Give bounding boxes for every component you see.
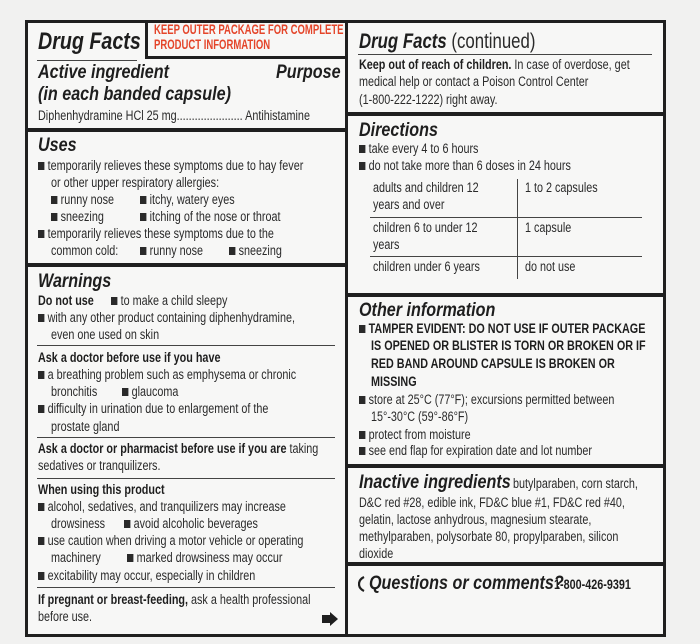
tamper-line: RED BAND AROUND CAPSULE IS BROKEN OR — [371, 356, 615, 371]
direction-text: do not take more than 6 doses in 24 hours — [368, 158, 571, 173]
warning-text: difficulty in urination due to enlargement of the — [47, 401, 269, 416]
warning-text: ask a health professional — [188, 592, 311, 607]
warning-line — [38, 499, 286, 515]
title-box-bottom-rule — [145, 56, 348, 59]
storage-line — [359, 392, 614, 408]
direction-line — [359, 141, 478, 157]
active-ingredient-row — [38, 108, 310, 124]
warnings-rule — [37, 345, 335, 346]
bullet-icon — [359, 162, 365, 170]
warning-line: even one used on skin — [51, 327, 160, 342]
do-not-use-label: Do not use — [38, 293, 94, 308]
warnings-rule — [37, 437, 335, 438]
keep-out-line — [359, 57, 630, 73]
direction-line — [359, 158, 571, 174]
warning-line — [111, 293, 227, 309]
warning-line: prostate gland — [51, 419, 120, 434]
uses-line: common cold: — [51, 243, 119, 258]
bullet-icon — [229, 247, 235, 255]
other-info-heading: Other information — [359, 300, 496, 321]
uses-symptom — [51, 209, 104, 225]
warnings-heading: Warnings — [38, 271, 112, 292]
warning-line — [124, 516, 258, 532]
section-divider — [25, 263, 348, 267]
tamper-text: TAMPER EVIDENT: DO NOT USE IF OUTER PACKAGE — [368, 321, 646, 336]
questions-heading: Questions or comments? — [369, 573, 564, 594]
warning-line: sedatives or tranquilizers. — [38, 458, 161, 473]
warning-line — [122, 384, 178, 400]
bullet-icon — [38, 572, 44, 580]
bullet-icon — [124, 520, 130, 528]
uses-symptom — [229, 243, 282, 259]
symptom-text: itchy, watery eyes — [149, 192, 235, 207]
bullet-icon — [38, 162, 44, 170]
notice-line-1: KEEP OUTER PACKAGE FOR COMPLETE — [154, 21, 344, 37]
inactive-line: dioxide — [359, 546, 394, 561]
uses-line — [38, 158, 303, 174]
warning-text: with any other product containing diphenhydramine, — [47, 310, 295, 325]
bullet-icon — [359, 325, 365, 333]
direction-text: take every 4 to 6 hours — [368, 141, 479, 156]
uses-symptom — [140, 209, 280, 225]
warnings-rule — [37, 587, 335, 588]
bullet-icon — [38, 230, 44, 238]
warning-line: before use. — [38, 609, 93, 624]
continued-suffix: (continued) — [446, 30, 536, 53]
keep-out-text: In case of overdose, get — [511, 57, 630, 72]
bullet-icon — [38, 537, 44, 545]
title-underline — [37, 60, 137, 61]
other-text: see end flap for expiration date and lot number — [368, 443, 592, 458]
inactive-line: D&C red #28, edible ink, FD&C blue #1, FD&C red #40, — [359, 495, 625, 510]
warning-text: avoid alcoholic beverages — [133, 516, 258, 531]
dosage-age: children 6 to under 12 — [373, 220, 478, 235]
warning-line — [38, 533, 303, 549]
bullet-icon — [359, 431, 365, 439]
uses-line: or other upper respiratory allergies: — [51, 175, 220, 190]
ask-pharmacist-label: Ask a doctor or pharmacist before use if you are — [38, 441, 287, 456]
purpose-heading: Purpose — [276, 62, 341, 83]
dosage-amount: do not use — [525, 259, 576, 274]
bullet-icon — [140, 196, 146, 204]
warning-text: excitability may occur, especially in children — [47, 568, 256, 583]
section-divider — [25, 128, 348, 132]
bullet-icon — [111, 297, 117, 305]
dosage-age: years and over — [373, 197, 445, 212]
warning-text: to make a child sleepy — [120, 293, 228, 308]
bullet-icon — [140, 247, 146, 255]
storage-line: 15°-30°C (59°-86°F) — [371, 409, 469, 424]
continued-title-bold: Drug Facts — [359, 30, 447, 53]
bullet-icon — [51, 213, 57, 221]
warning-line — [127, 550, 282, 566]
bullet-icon — [122, 388, 128, 396]
title-box-right-border — [145, 20, 148, 59]
symptom-text: runny nose — [149, 243, 204, 258]
section-divider — [345, 562, 666, 566]
directions-heading: Directions — [359, 120, 438, 141]
dosage-amount: 1 capsule — [525, 220, 572, 235]
poison-control-phone: (1-800-222-1222) right away. — [359, 92, 498, 107]
questions-phone[interactable]: 1-800-426-9391 — [554, 577, 631, 592]
continue-arrow-icon — [322, 612, 338, 626]
leader-dots: ...................... — [176, 108, 243, 123]
symptom-text: sneezing — [238, 243, 282, 258]
continued-title — [359, 31, 535, 53]
inactive-line: methylparaben, polysorbate 80, propylparaben, silicon — [359, 529, 619, 544]
bullet-icon — [38, 405, 44, 413]
section-divider — [345, 464, 666, 468]
inactive-line: gelatin, lactose anhydrous, magnesium stearate, — [359, 512, 592, 527]
bullet-icon — [127, 554, 133, 562]
keep-out-line: medical help or contact a Poison Control Center — [359, 74, 589, 89]
dosage-table-divider — [517, 179, 518, 279]
warning-text: glaucoma — [131, 384, 179, 399]
symptom-text: runny nose — [60, 192, 115, 207]
drug-facts-title: Drug Facts — [38, 28, 141, 55]
tamper-line: MISSING — [371, 374, 417, 389]
warning-text: taking — [286, 441, 319, 456]
phone-icon — [358, 576, 366, 592]
warning-line: bronchitis — [51, 384, 98, 399]
uses-heading: Uses — [38, 135, 77, 156]
other-line — [359, 443, 592, 459]
warning-line — [38, 401, 268, 417]
warnings-rule — [37, 478, 335, 479]
bullet-icon — [359, 447, 365, 455]
ingredient-name: Diphenhydramine HCl 25 mg — [38, 108, 177, 123]
inactive-line: butylparaben, corn starch, — [513, 476, 638, 491]
dosage-table-rule — [370, 256, 642, 257]
tamper-line — [359, 321, 645, 337]
uses-symptom — [51, 192, 114, 208]
ask-pharmacist-line — [38, 441, 318, 457]
warning-line: machinery — [51, 550, 101, 565]
bullet-icon — [38, 371, 44, 379]
keep-out-label: Keep out of reach of children. — [359, 57, 512, 72]
bullet-icon — [140, 213, 146, 221]
section-divider — [345, 112, 666, 116]
uses-text: temporarily relieves these symptoms due to hay fever — [47, 158, 304, 173]
pregnancy-label: If pregnant or breast-feeding, — [38, 592, 189, 607]
pregnancy-line — [38, 592, 311, 608]
uses-symptom — [140, 192, 235, 208]
dosage-age: adults and children 12 — [373, 180, 479, 195]
title-underline — [358, 54, 652, 55]
active-ingredient-heading: Active ingredient — [38, 62, 170, 83]
symptom-text: itching of the nose or throat — [149, 209, 281, 224]
uses-text: temporarily relieves these symptoms due to the — [47, 226, 274, 241]
uses-symptom — [140, 243, 203, 259]
bullet-icon — [38, 503, 44, 511]
warning-line: drowsiness — [51, 516, 106, 531]
notice-line-2: PRODUCT INFORMATION — [154, 36, 271, 52]
dosage-amount: 1 to 2 capsules — [525, 180, 598, 195]
active-ingredient-subheading: (in each banded capsule) — [38, 84, 231, 105]
tamper-line: IS OPENED OR BLISTER IS TORN OR BROKEN OR IF — [371, 338, 646, 353]
when-using-label: When using this product — [38, 482, 165, 497]
warning-text: alcohol, sedatives, and tranquilizers may increase — [47, 499, 286, 514]
warning-line — [38, 310, 295, 326]
storage-text: store at 25°C (77°F); excursions permitted between — [368, 392, 615, 407]
uses-line — [38, 226, 274, 242]
dosage-age: children under 6 years — [373, 259, 480, 274]
bullet-icon — [359, 396, 365, 404]
bullet-icon — [359, 145, 365, 153]
inactive-heading: Inactive ingredients — [359, 472, 511, 493]
ingredient-purpose: Antihistamine — [245, 108, 310, 123]
dosage-table-rule — [370, 217, 642, 218]
warning-text: use caution when driving a motor vehicle or operating — [47, 533, 304, 548]
bullet-icon — [38, 314, 44, 322]
warning-line — [38, 367, 296, 383]
symptom-text: sneezing — [60, 209, 104, 224]
bullet-icon — [51, 196, 57, 204]
section-divider — [345, 293, 666, 297]
other-text: protect from moisture — [368, 427, 471, 442]
dosage-age: years — [373, 237, 400, 252]
warning-line — [38, 568, 255, 584]
other-line — [359, 427, 471, 443]
ask-doctor-label: Ask a doctor before use if you have — [38, 350, 221, 365]
warning-text: marked drowsiness may occur — [136, 550, 283, 565]
warning-text: a breathing problem such as emphysema or chronic — [47, 367, 297, 382]
